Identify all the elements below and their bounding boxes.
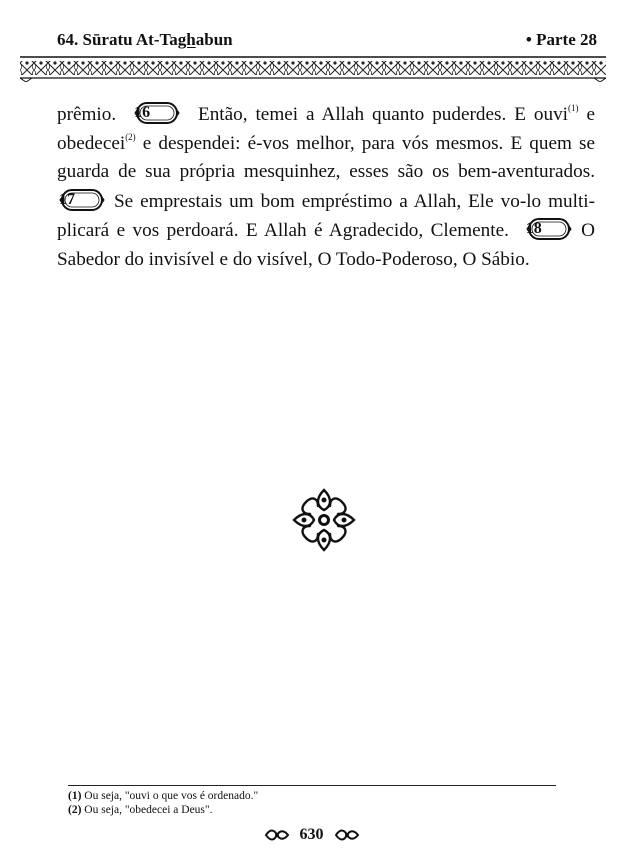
verse-text [57, 100, 595, 275]
text-line [57, 187, 595, 217]
surah-title-text: 64. Sūratu At-Ta [57, 30, 178, 49]
text-run: O [581, 220, 596, 242]
footnote-ref: (1) [568, 103, 579, 113]
footnotes [68, 789, 258, 817]
footnote-divider [68, 785, 556, 786]
text-run: Se emprestais um bom empréstimo a Allah, Ele vo-lo multi- [113, 190, 595, 212]
page-number [0, 826, 623, 844]
text-line [57, 216, 595, 246]
text-run: e [578, 104, 595, 125]
verse-number-marker [59, 187, 105, 213]
surah-title-text-end: abun [195, 30, 233, 49]
part-label: • Parte 28 [525, 30, 597, 49]
verse-number: 17 [59, 190, 75, 208]
footnote-item [68, 803, 258, 817]
text-line [57, 130, 595, 159]
verse-number: 18 [525, 220, 542, 238]
footnote-ref: (2) [125, 131, 136, 142]
text-run: e despendei: é-vos melhor, para vós mesmos. E quem se [135, 132, 595, 154]
verse-number: 16 [134, 104, 151, 121]
footnote-text: Ou seja, "obedecei a Deus". [81, 804, 213, 816]
text-run: obedecei [57, 132, 126, 154]
text-run: prêmio. [57, 104, 117, 125]
text-line [57, 100, 595, 130]
footnote-number: (1) [68, 790, 82, 802]
text-run: Então, temei a Allah quanto puderdes. E ouvi [197, 104, 569, 125]
surah-title [57, 30, 233, 50]
footnote-item [68, 789, 258, 803]
verse-number-marker [134, 100, 180, 126]
floral-ornament-icon [288, 484, 360, 556]
footnote-text: Ou seja, "ouvi o que vos é ordenado." [81, 790, 259, 802]
arabesque-border-icon [20, 56, 606, 82]
text-run: plicará e vos perdoará. E Allah é Agradecido, Clemente. [57, 220, 509, 242]
verse-number-marker [526, 216, 572, 242]
surah-title-underlined: gh [177, 30, 196, 49]
page-number-text: 630 [299, 826, 324, 844]
floral-flourish-right-icon [334, 827, 360, 843]
text-line: Sabedor do invisível e do visível, O Todo-Poderoso, O Sábio. [57, 248, 530, 270]
running-header [57, 30, 597, 52]
text-line: guarda de sua própria mesquinhez, esses são os bem-aventurados. [57, 161, 595, 183]
floral-flourish-left-icon [264, 827, 290, 843]
footnote-number: (2) [68, 804, 82, 816]
